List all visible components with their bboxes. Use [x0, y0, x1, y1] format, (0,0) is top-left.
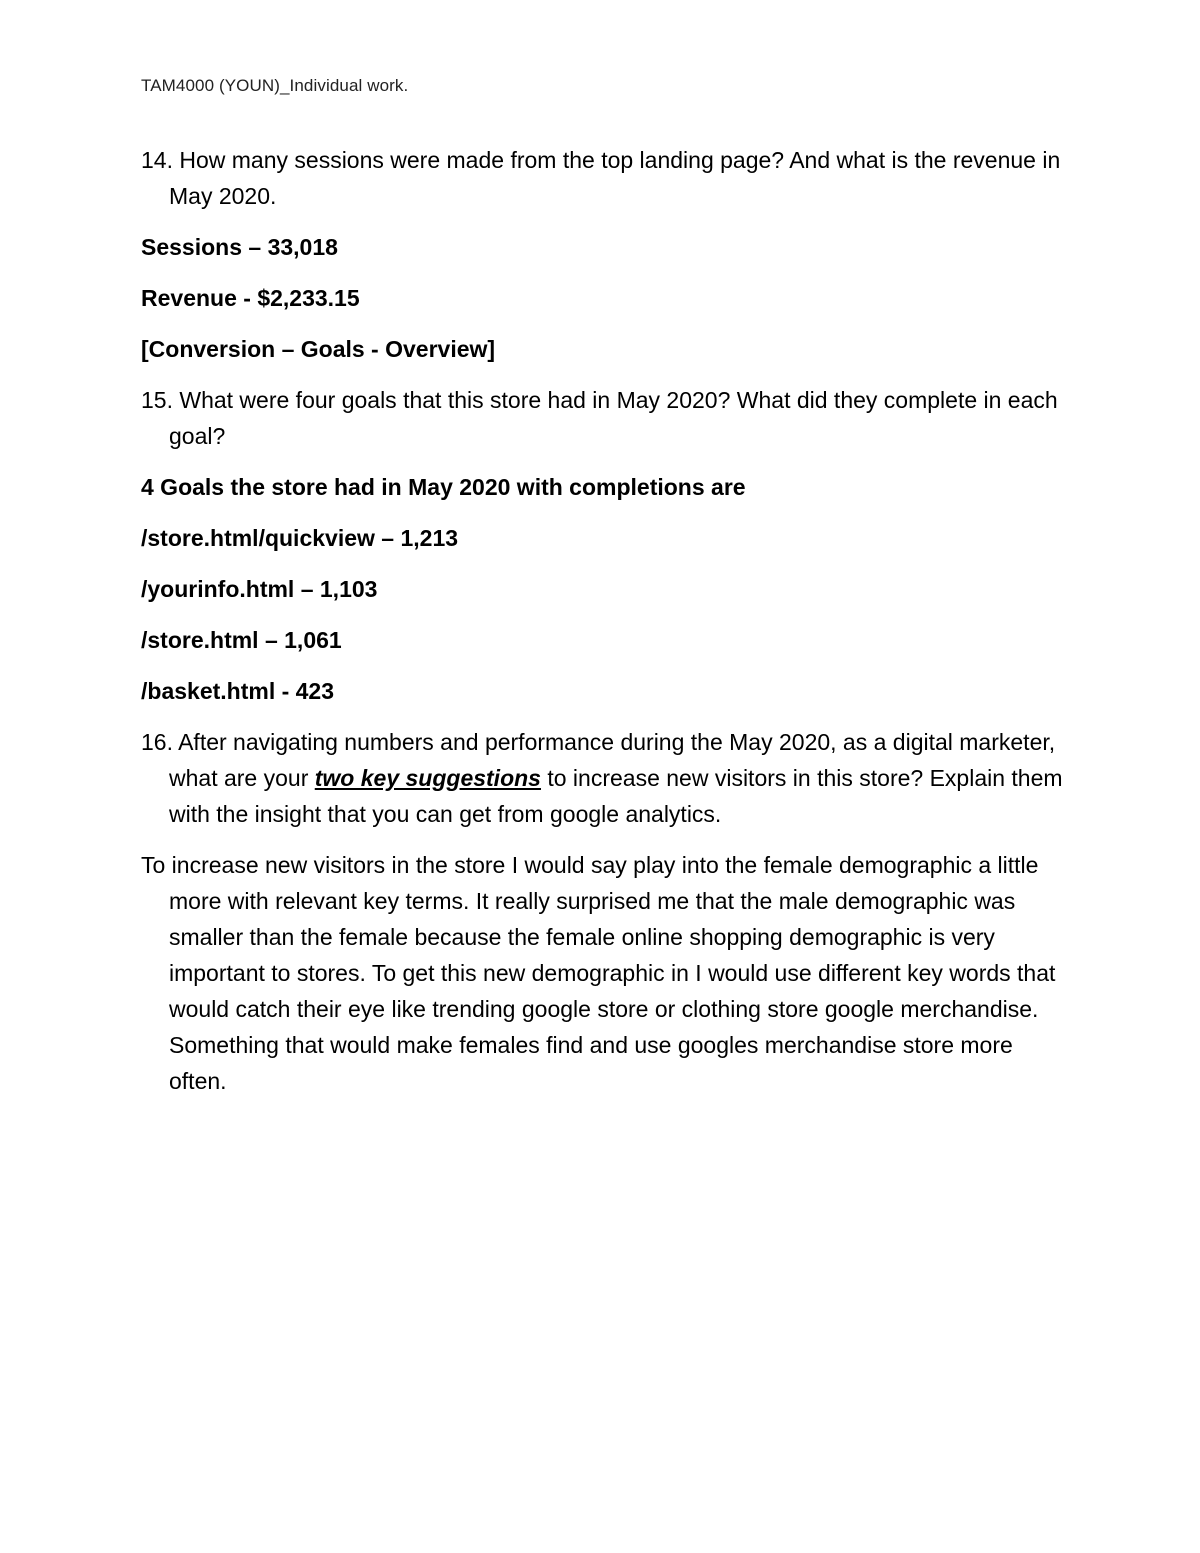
question-16-after: to increase new visitors in this store? Explain them with the insight that you can get from google analytics. — [169, 765, 1063, 827]
answer-16: To increase new visitors in the store I would say play into the female demographic a little more with relevant key terms. It really surprised me that the male demographic was smaller than the female because the female online shopping demographic is very important to stores. To get this new demographic in I would use different key words that would catch their eye like trending google store or clothing store google merchandise. Something that would make females find and use googles merchandise store more often. — [141, 852, 1056, 1094]
section-label: [Conversion – Goals - Overview] — [141, 336, 496, 362]
goal-item: /basket.html - 423 — [141, 678, 335, 704]
goal-item: /store.html/quickview – 1,213 — [141, 525, 459, 551]
question-14: 14. How many sessions were made from the top landing page? And what is the revenue in May 2020. — [141, 147, 1061, 209]
question-16 — [141, 724, 1071, 832]
goal-item: /store.html – 1,061 — [141, 627, 342, 653]
question-15: 15. What were four goals that this store had in May 2020? What did they complete in each goal? — [141, 387, 1058, 449]
answer-revenue: Revenue - $2,233.15 — [141, 285, 360, 311]
page-header: TAM4000 (YOUN)_Individual work. — [141, 76, 409, 95]
document-body — [141, 142, 1071, 1099]
goals-intro: 4 Goals the store had in May 2020 with completions are — [141, 474, 746, 500]
question-16-emphasis: two key suggestions — [314, 765, 541, 791]
goal-item: /yourinfo.html – 1,103 — [141, 576, 378, 602]
answer-sessions: Sessions – 33,018 — [141, 234, 338, 260]
question-16-before: 16. After navigating numbers and performance during the May 2020, as a digital marketer, what are your — [141, 729, 1056, 791]
